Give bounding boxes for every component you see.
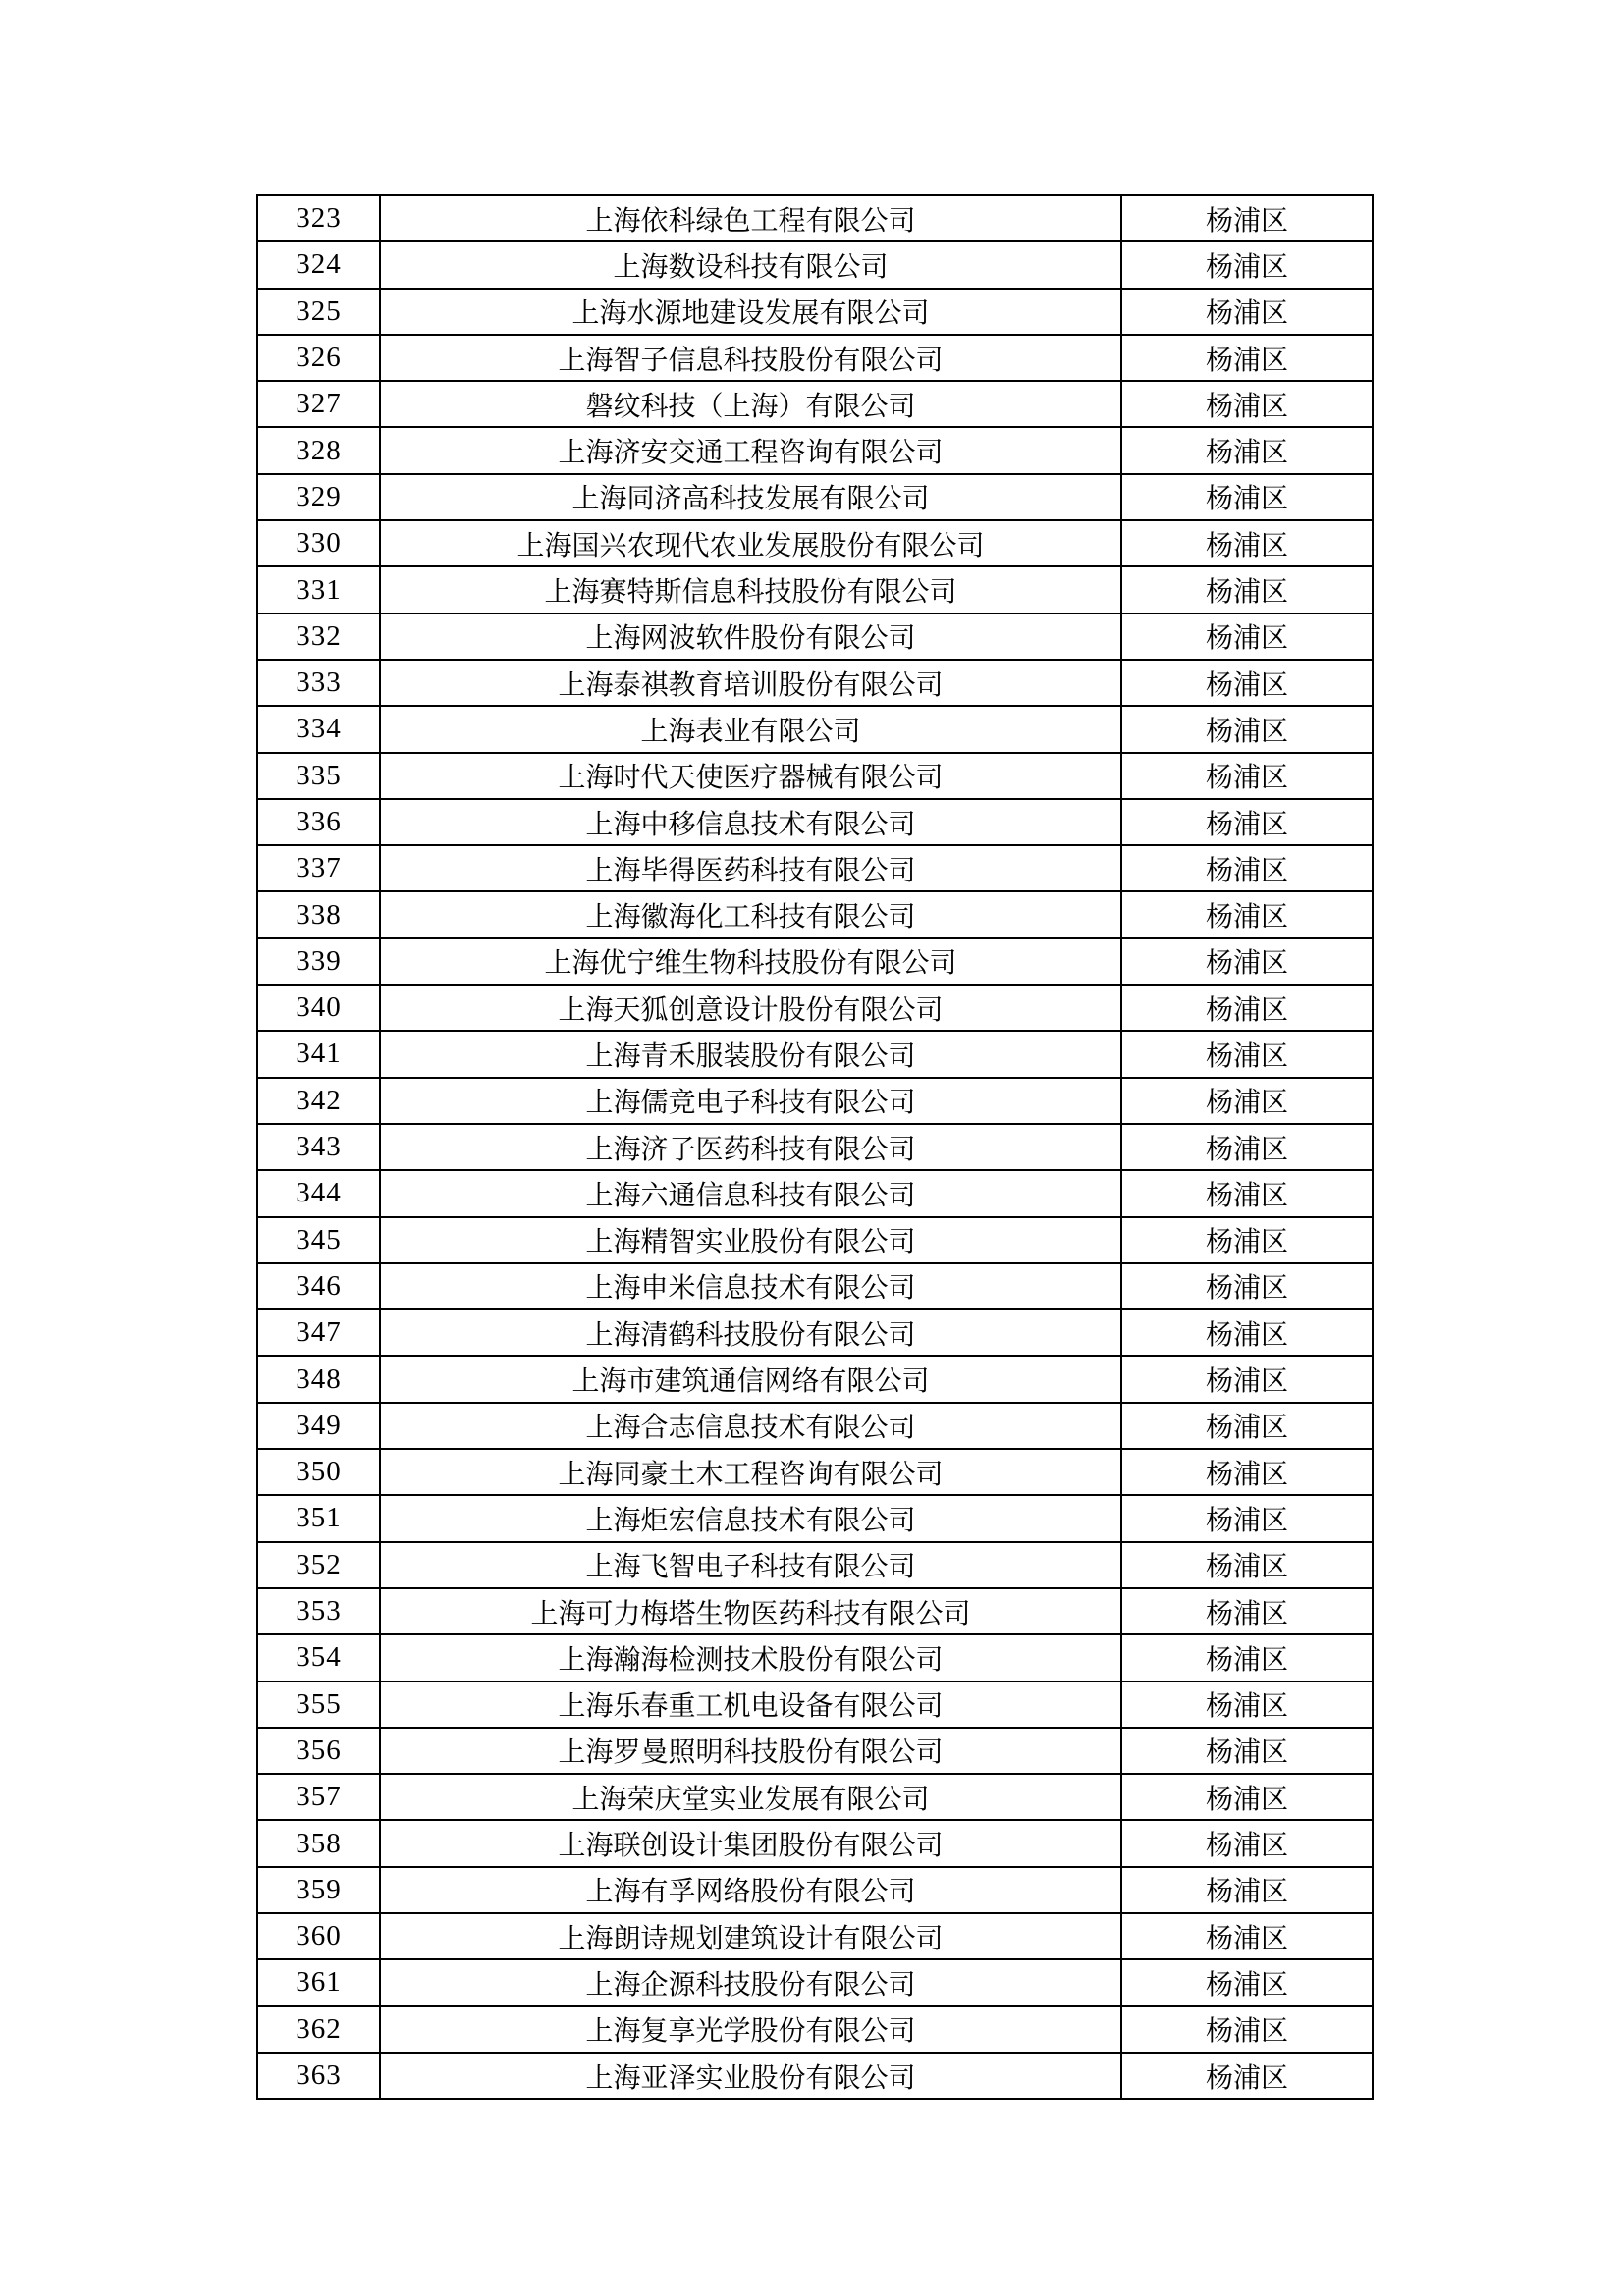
- table-row: [257, 2006, 1373, 2053]
- row-number-cell: 327: [257, 381, 380, 427]
- table-row: [257, 381, 1373, 427]
- company-name-cell: 上海申米信息技术有限公司: [380, 1263, 1121, 1309]
- company-name-cell: 上海乐春重工机电设备有限公司: [380, 1682, 1121, 1728]
- district-cell: 杨浦区: [1121, 1356, 1373, 1402]
- district-cell: 杨浦区: [1121, 1542, 1373, 1588]
- table-row: [257, 799, 1373, 845]
- table-row: [257, 891, 1373, 937]
- row-number-cell: 340: [257, 985, 380, 1031]
- company-name-cell: 上海数设科技有限公司: [380, 241, 1121, 288]
- company-name-cell: 上海徽海化工科技有限公司: [380, 891, 1121, 937]
- district-cell: 杨浦区: [1121, 1588, 1373, 1634]
- district-cell: 杨浦区: [1121, 1124, 1373, 1170]
- row-number-cell: 324: [257, 241, 380, 288]
- district-cell: 杨浦区: [1121, 566, 1373, 613]
- table-row: [257, 1959, 1373, 2005]
- district-cell: 杨浦区: [1121, 1403, 1373, 1449]
- company-name-cell: 上海朗诗规划建筑设计有限公司: [380, 1913, 1121, 1959]
- table-row: [257, 1124, 1373, 1170]
- district-cell: 杨浦区: [1121, 2006, 1373, 2053]
- row-number-cell: 342: [257, 1078, 380, 1124]
- district-cell: 杨浦区: [1121, 753, 1373, 799]
- company-table-body: [257, 195, 1373, 2099]
- district-cell: 杨浦区: [1121, 1728, 1373, 1774]
- table-row: [257, 1588, 1373, 1634]
- company-name-cell: 上海济子医药科技有限公司: [380, 1124, 1121, 1170]
- company-name-cell: 上海同济高科技发展有限公司: [380, 474, 1121, 520]
- district-cell: 杨浦区: [1121, 1959, 1373, 2005]
- table-row: [257, 1682, 1373, 1728]
- table-row: [257, 1309, 1373, 1356]
- table-row: [257, 1542, 1373, 1588]
- row-number-cell: 348: [257, 1356, 380, 1402]
- company-name-cell: 上海精智实业股份有限公司: [380, 1217, 1121, 1263]
- row-number-cell: 351: [257, 1495, 380, 1541]
- table-row: [257, 1403, 1373, 1449]
- district-cell: 杨浦区: [1121, 799, 1373, 845]
- company-name-cell: 上海济安交通工程咨询有限公司: [380, 427, 1121, 473]
- row-number-cell: 337: [257, 845, 380, 891]
- district-cell: 杨浦区: [1121, 706, 1373, 752]
- table-row: [257, 1495, 1373, 1541]
- row-number-cell: 355: [257, 1682, 380, 1728]
- company-name-cell: 上海毕得医药科技有限公司: [380, 845, 1121, 891]
- district-cell: 杨浦区: [1121, 1170, 1373, 1216]
- company-name-cell: 上海飞智电子科技有限公司: [380, 1542, 1121, 1588]
- row-number-cell: 344: [257, 1170, 380, 1216]
- company-name-cell: 上海儒竞电子科技有限公司: [380, 1078, 1121, 1124]
- district-cell: 杨浦区: [1121, 1449, 1373, 1495]
- row-number-cell: 341: [257, 1031, 380, 1077]
- district-cell: 杨浦区: [1121, 845, 1373, 891]
- company-name-cell: 上海表业有限公司: [380, 706, 1121, 752]
- district-cell: 杨浦区: [1121, 1682, 1373, 1728]
- company-name-cell: 上海罗曼照明科技股份有限公司: [380, 1728, 1121, 1774]
- district-cell: 杨浦区: [1121, 1078, 1373, 1124]
- district-cell: 杨浦区: [1121, 660, 1373, 706]
- district-cell: 杨浦区: [1121, 289, 1373, 335]
- district-cell: 杨浦区: [1121, 1217, 1373, 1263]
- company-name-cell: 上海青禾服装股份有限公司: [380, 1031, 1121, 1077]
- row-number-cell: 333: [257, 660, 380, 706]
- row-number-cell: 354: [257, 1634, 380, 1681]
- company-name-cell: 上海合志信息技术有限公司: [380, 1403, 1121, 1449]
- row-number-cell: 360: [257, 1913, 380, 1959]
- row-number-cell: 352: [257, 1542, 380, 1588]
- row-number-cell: 346: [257, 1263, 380, 1309]
- company-name-cell: 磐纹科技（上海）有限公司: [380, 381, 1121, 427]
- table-row: [257, 938, 1373, 985]
- district-cell: 杨浦区: [1121, 985, 1373, 1031]
- company-name-cell: 上海亚泽实业股份有限公司: [380, 2053, 1121, 2099]
- district-cell: 杨浦区: [1121, 938, 1373, 985]
- district-cell: 杨浦区: [1121, 614, 1373, 660]
- company-name-cell: 上海泰祺教育培训股份有限公司: [380, 660, 1121, 706]
- row-number-cell: 335: [257, 753, 380, 799]
- company-name-cell: 上海天狐创意设计股份有限公司: [380, 985, 1121, 1031]
- company-name-cell: 上海国兴农现代农业发展股份有限公司: [380, 520, 1121, 566]
- district-cell: 杨浦区: [1121, 1774, 1373, 1820]
- table-row: [257, 706, 1373, 752]
- table-row: [257, 1031, 1373, 1077]
- district-cell: 杨浦区: [1121, 891, 1373, 937]
- company-name-cell: 上海复享光学股份有限公司: [380, 2006, 1121, 2053]
- table-row: [257, 1170, 1373, 1216]
- district-cell: 杨浦区: [1121, 241, 1373, 288]
- company-name-cell: 上海同豪土木工程咨询有限公司: [380, 1449, 1121, 1495]
- table-row: [257, 1867, 1373, 1913]
- row-number-cell: 356: [257, 1728, 380, 1774]
- table-row: [257, 845, 1373, 891]
- district-cell: 杨浦区: [1121, 1634, 1373, 1681]
- row-number-cell: 362: [257, 2006, 380, 2053]
- district-cell: 杨浦区: [1121, 1309, 1373, 1356]
- table-row: [257, 1774, 1373, 1820]
- row-number-cell: 359: [257, 1867, 380, 1913]
- row-number-cell: 350: [257, 1449, 380, 1495]
- district-cell: 杨浦区: [1121, 1867, 1373, 1913]
- district-cell: 杨浦区: [1121, 474, 1373, 520]
- company-name-cell: 上海联创设计集团股份有限公司: [380, 1820, 1121, 1866]
- row-number-cell: 347: [257, 1309, 380, 1356]
- row-number-cell: 329: [257, 474, 380, 520]
- district-cell: 杨浦区: [1121, 381, 1373, 427]
- table-row: [257, 753, 1373, 799]
- row-number-cell: 338: [257, 891, 380, 937]
- table-row: [257, 289, 1373, 335]
- company-name-cell: 上海炬宏信息技术有限公司: [380, 1495, 1121, 1541]
- table-row: [257, 1634, 1373, 1681]
- row-number-cell: 339: [257, 938, 380, 985]
- company-name-cell: 上海智子信息科技股份有限公司: [380, 335, 1121, 381]
- table-row: [257, 520, 1373, 566]
- row-number-cell: 343: [257, 1124, 380, 1170]
- row-number-cell: 363: [257, 2053, 380, 2099]
- row-number-cell: 331: [257, 566, 380, 613]
- company-name-cell: 上海六通信息科技有限公司: [380, 1170, 1121, 1216]
- table-row: [257, 985, 1373, 1031]
- company-name-cell: 上海依科绿色工程有限公司: [380, 195, 1121, 241]
- table-row: [257, 427, 1373, 473]
- company-name-cell: 上海水源地建设发展有限公司: [380, 289, 1121, 335]
- row-number-cell: 328: [257, 427, 380, 473]
- company-name-cell: 上海赛特斯信息科技股份有限公司: [380, 566, 1121, 613]
- table-row: [257, 1217, 1373, 1263]
- table-row: [257, 1728, 1373, 1774]
- company-name-cell: 上海优宁维生物科技股份有限公司: [380, 938, 1121, 985]
- district-cell: 杨浦区: [1121, 520, 1373, 566]
- row-number-cell: 358: [257, 1820, 380, 1866]
- table-row: [257, 241, 1373, 288]
- district-cell: 杨浦区: [1121, 2053, 1373, 2099]
- district-cell: 杨浦区: [1121, 1913, 1373, 1959]
- district-cell: 杨浦区: [1121, 335, 1373, 381]
- table-row: [257, 1078, 1373, 1124]
- table-row: [257, 2053, 1373, 2099]
- row-number-cell: 334: [257, 706, 380, 752]
- table-row: [257, 1820, 1373, 1866]
- table-row: [257, 1913, 1373, 1959]
- district-cell: 杨浦区: [1121, 1820, 1373, 1866]
- row-number-cell: 336: [257, 799, 380, 845]
- table-row: [257, 614, 1373, 660]
- company-name-cell: 上海荣庆堂实业发展有限公司: [380, 1774, 1121, 1820]
- district-cell: 杨浦区: [1121, 1495, 1373, 1541]
- company-name-cell: 上海有孚网络股份有限公司: [380, 1867, 1121, 1913]
- row-number-cell: 345: [257, 1217, 380, 1263]
- row-number-cell: 349: [257, 1403, 380, 1449]
- company-name-cell: 上海市建筑通信网络有限公司: [380, 1356, 1121, 1402]
- district-cell: 杨浦区: [1121, 1031, 1373, 1077]
- company-table: [256, 194, 1374, 2100]
- table-row: [257, 1356, 1373, 1402]
- district-cell: 杨浦区: [1121, 1263, 1373, 1309]
- row-number-cell: 332: [257, 614, 380, 660]
- row-number-cell: 326: [257, 335, 380, 381]
- row-number-cell: 357: [257, 1774, 380, 1820]
- table-row: [257, 566, 1373, 613]
- company-name-cell: 上海时代天使医疗器械有限公司: [380, 753, 1121, 799]
- row-number-cell: 325: [257, 289, 380, 335]
- district-cell: 杨浦区: [1121, 195, 1373, 241]
- company-name-cell: 上海网波软件股份有限公司: [380, 614, 1121, 660]
- table-row: [257, 335, 1373, 381]
- company-name-cell: 上海中移信息技术有限公司: [380, 799, 1121, 845]
- company-name-cell: 上海企源科技股份有限公司: [380, 1959, 1121, 2005]
- row-number-cell: 323: [257, 195, 380, 241]
- table-row: [257, 1263, 1373, 1309]
- table-row: [257, 1449, 1373, 1495]
- company-name-cell: 上海可力梅塔生物医药科技有限公司: [380, 1588, 1121, 1634]
- table-row: [257, 474, 1373, 520]
- row-number-cell: 330: [257, 520, 380, 566]
- row-number-cell: 361: [257, 1959, 380, 2005]
- district-cell: 杨浦区: [1121, 427, 1373, 473]
- row-number-cell: 353: [257, 1588, 380, 1634]
- company-name-cell: 上海瀚海检测技术股份有限公司: [380, 1634, 1121, 1681]
- table-row: [257, 195, 1373, 241]
- table-row: [257, 660, 1373, 706]
- company-name-cell: 上海清鹤科技股份有限公司: [380, 1309, 1121, 1356]
